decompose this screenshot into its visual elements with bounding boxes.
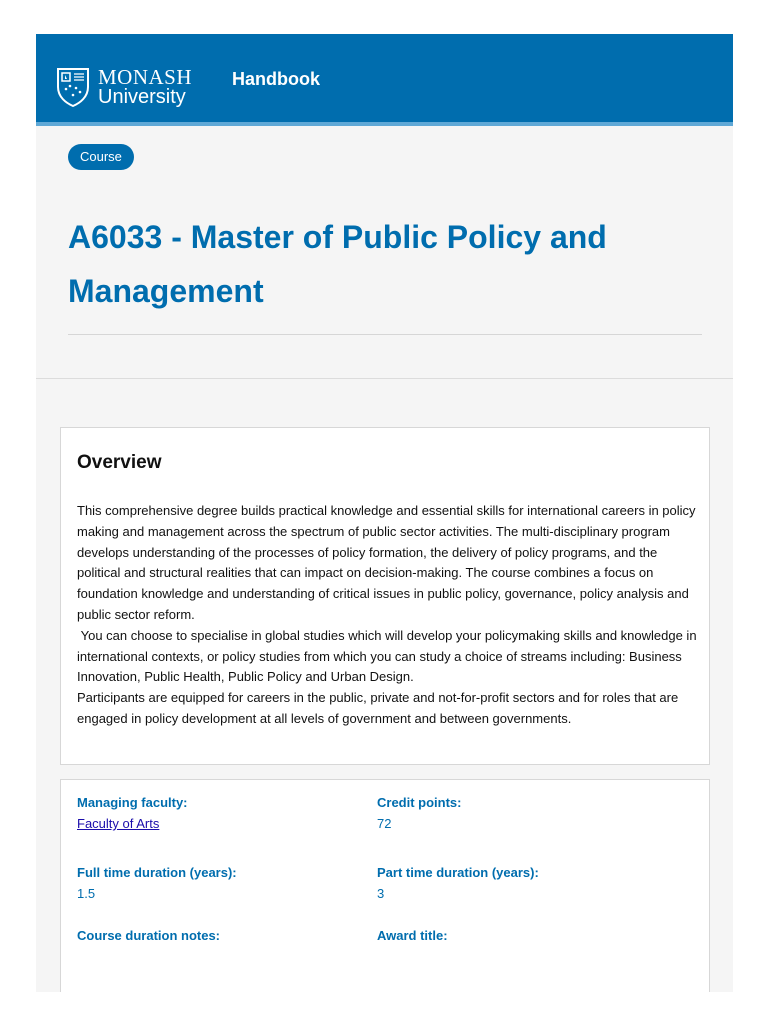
overview-paragraph: This comprehensive degree builds practical knowledge and essential skills for international careers in policy making and management across the spectrum of public sector activities. The multi-disciplinary program develops understanding of the processes of policy formation, the delivery of policy programs, and the political and structural realities that can impact on decision-making. The course combines a focus on foundation knowledge and understanding of critical issues in public policy, governance, policy analysis and public sector reform. xyxy=(77,503,696,622)
managing-faculty-link[interactable]: Faculty of Arts xyxy=(77,816,160,831)
course-type-badge: Course xyxy=(68,144,134,170)
part-time-duration-label: Part time duration (years): xyxy=(377,865,539,880)
full-time-duration-label: Full time duration (years): xyxy=(77,865,237,880)
full-time-duration-field xyxy=(77,864,237,903)
handbook-link[interactable]: Handbook xyxy=(232,69,320,89)
site-header xyxy=(36,34,733,126)
award-title-label: Award title: xyxy=(377,928,448,943)
credit-points-value: 72 xyxy=(377,816,392,831)
course-duration-notes-label: Course duration notes: xyxy=(77,928,221,943)
award-title-field xyxy=(377,927,448,945)
part-time-duration-field xyxy=(377,864,539,903)
credit-points-field xyxy=(377,794,462,833)
managing-faculty-label: Managing faculty: xyxy=(77,795,188,810)
overview-text xyxy=(77,501,701,730)
section-divider xyxy=(36,378,733,379)
overview-heading: Overview xyxy=(77,452,162,473)
handbook-page xyxy=(36,34,733,992)
overview-paragraph: Participants are equipped for careers in the public, private and not-for-profit sectors and for roles that are engaged in policy development at all levels of government and between governments. xyxy=(77,690,679,726)
course-duration-notes-field xyxy=(77,927,220,945)
monash-logo[interactable] xyxy=(56,66,206,108)
university-crest-icon xyxy=(56,67,90,107)
overview-paragraph: You can choose to specialise in global studies which will develop your policymaking skills and knowledge in international contexts, or policy studies from which you can study a choice of streams including: Business Innovation, Public Health, Public Policy and Urban Design. xyxy=(77,627,701,685)
part-time-duration-value: 3 xyxy=(377,886,385,901)
title-divider xyxy=(68,334,702,335)
managing-faculty-field xyxy=(77,794,188,833)
logo-wordmark-university: University xyxy=(98,86,186,108)
credit-points-label: Credit points: xyxy=(377,795,462,810)
logo-wordmark-monash: MONASH xyxy=(98,65,193,89)
page-title: A6033 - Master of Public Policy and Management xyxy=(68,219,607,309)
overview-card xyxy=(60,427,710,765)
course-details-card xyxy=(60,779,710,992)
full-time-duration-value: 1.5 xyxy=(77,886,96,901)
